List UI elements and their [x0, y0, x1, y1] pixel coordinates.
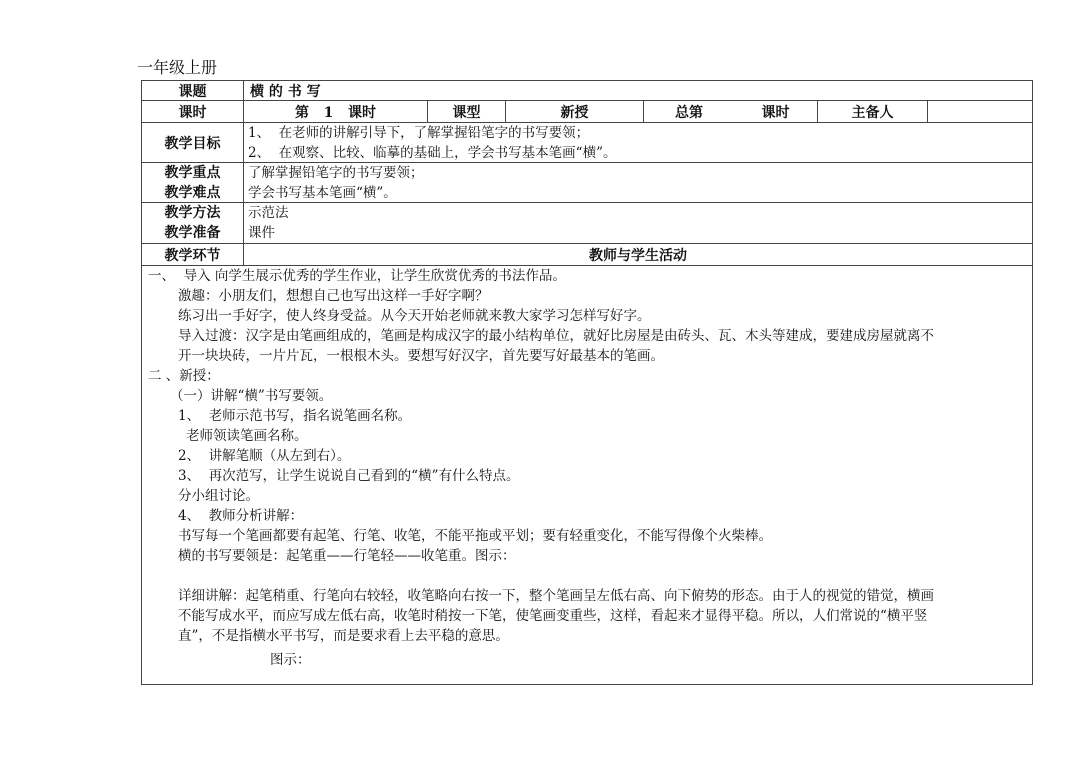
- key-point-label: 教学重点: [164, 164, 221, 181]
- topic-value: 横 的 书 写: [250, 83, 321, 100]
- goals-content: [248, 123, 1032, 162]
- key-point-value: 了解掌握铅笔字的书写要领；: [248, 164, 424, 181]
- goal-line-2: 2、 在观察、比较、临摹的基础上，学会书写基本笔画“横”。: [248, 144, 617, 161]
- stage-label: 教学环节: [142, 244, 244, 265]
- type-label: 课型: [428, 101, 506, 122]
- preparation-label: 教学准备: [164, 225, 221, 241]
- body-line-1: 一、 导入 向学生展示优秀的学生作业，让学生欣赏优秀的书法作品。: [148, 268, 566, 284]
- key-points-labels: [142, 163, 244, 202]
- stage-value: 教师与学生活动: [589, 247, 687, 264]
- key-points-content: [248, 163, 1032, 202]
- total-label: 总第: [675, 104, 703, 121]
- body-line-4: 导入过渡：汉字是由笔画组成的，笔画是构成汉字的最小结构单位，就好比房屋是由砖头、瓦、木头等建成，要建成房屋就离不: [178, 328, 934, 344]
- body-line-11: 3、 再次范写，让学生说说自己看到的“横”有什么特点。: [178, 468, 520, 484]
- body-line-13: 4、 教师分析讲解：: [178, 508, 304, 524]
- body-line-18: 直”，不是指横水平书写，而是要求看上去平稳的意思。: [178, 628, 509, 644]
- period-value: 第 1 课时: [244, 101, 428, 122]
- body-line-17: 不能写成水平，而应写成左低右高，收笔时稍按一下笔，使笔画变重些，这样，看起来才显得平稳。所以，人们常说的“横平竖: [178, 608, 928, 624]
- body-line-9: 老师领读笔画名称。: [186, 428, 308, 444]
- preparer-value: [928, 101, 1032, 122]
- body-line-5: 开一块块砖，一片片瓦，一根根木头。要想写好汉字，首先要写好最基本的笔画。: [178, 348, 664, 364]
- body-line-7: （一）讲解“横”书写要领。: [170, 388, 333, 404]
- body-line-19: 图示：: [270, 652, 311, 668]
- lesson-plan-table: [141, 80, 1033, 685]
- method-row: [142, 203, 1032, 244]
- activities-body: [142, 266, 1032, 684]
- body-line-2: 激趣：小朋友们，想想自己也写出这样一手好字啊？: [178, 288, 489, 304]
- body-line-10: 2、 讲解笔顺（从左到右）。: [178, 448, 351, 464]
- goals-row: [142, 123, 1032, 163]
- stage-row: [142, 244, 1032, 266]
- total-unit: 课时: [734, 101, 818, 122]
- body-line-16: 详细讲解：起笔稍重、行笔向右较轻，收笔略向右按一下，整个笔画呈左低右高、向下俯势的形态。由于人的视觉的错觉，横画: [178, 588, 934, 604]
- type-value: 新授: [506, 101, 644, 122]
- difficulty-value: 学会书写基本笔画“横”。: [248, 184, 397, 201]
- goal-line-1: 1、 在老师的讲解引导下，了解掌握铅笔字的书写要领；: [248, 124, 590, 141]
- preparer-label: 主备人: [818, 101, 928, 122]
- body-line-15: 横的书写要领是：起笔重——行笔轻——收笔重。图示：: [178, 548, 516, 564]
- body-line-12: 分小组讨论。: [178, 488, 259, 504]
- grade-label: 一年级上册: [137, 58, 218, 77]
- method-labels: [142, 203, 244, 243]
- method-value: 示范法: [248, 205, 289, 221]
- difficulty-label: 教学难点: [164, 184, 221, 201]
- body-line-6: 二 、新授：: [148, 368, 220, 384]
- period-row: [142, 101, 1032, 123]
- body-line-14: 书写每一个笔画都要有起笔、行笔、收笔，不能平拖或平划；要有轻重变化，不能写得像个火柴棒。: [178, 528, 772, 544]
- method-label: 教学方法: [164, 205, 221, 221]
- preparation-value: 课件: [248, 225, 275, 241]
- body-line-3: 练习出一手好字，使人终身受益。从今天开始老师就来教大家学习怎样写好字。: [178, 308, 651, 324]
- key-points-row: [142, 163, 1032, 203]
- method-content: [248, 203, 1032, 243]
- body-line-8: 1、 老师示范书写，指名说笔画名称。: [178, 408, 412, 424]
- topic-row: [142, 81, 1032, 101]
- goals-label: 教学目标: [142, 123, 244, 162]
- topic-label: 课题: [142, 81, 244, 100]
- period-label: 课时: [142, 101, 244, 122]
